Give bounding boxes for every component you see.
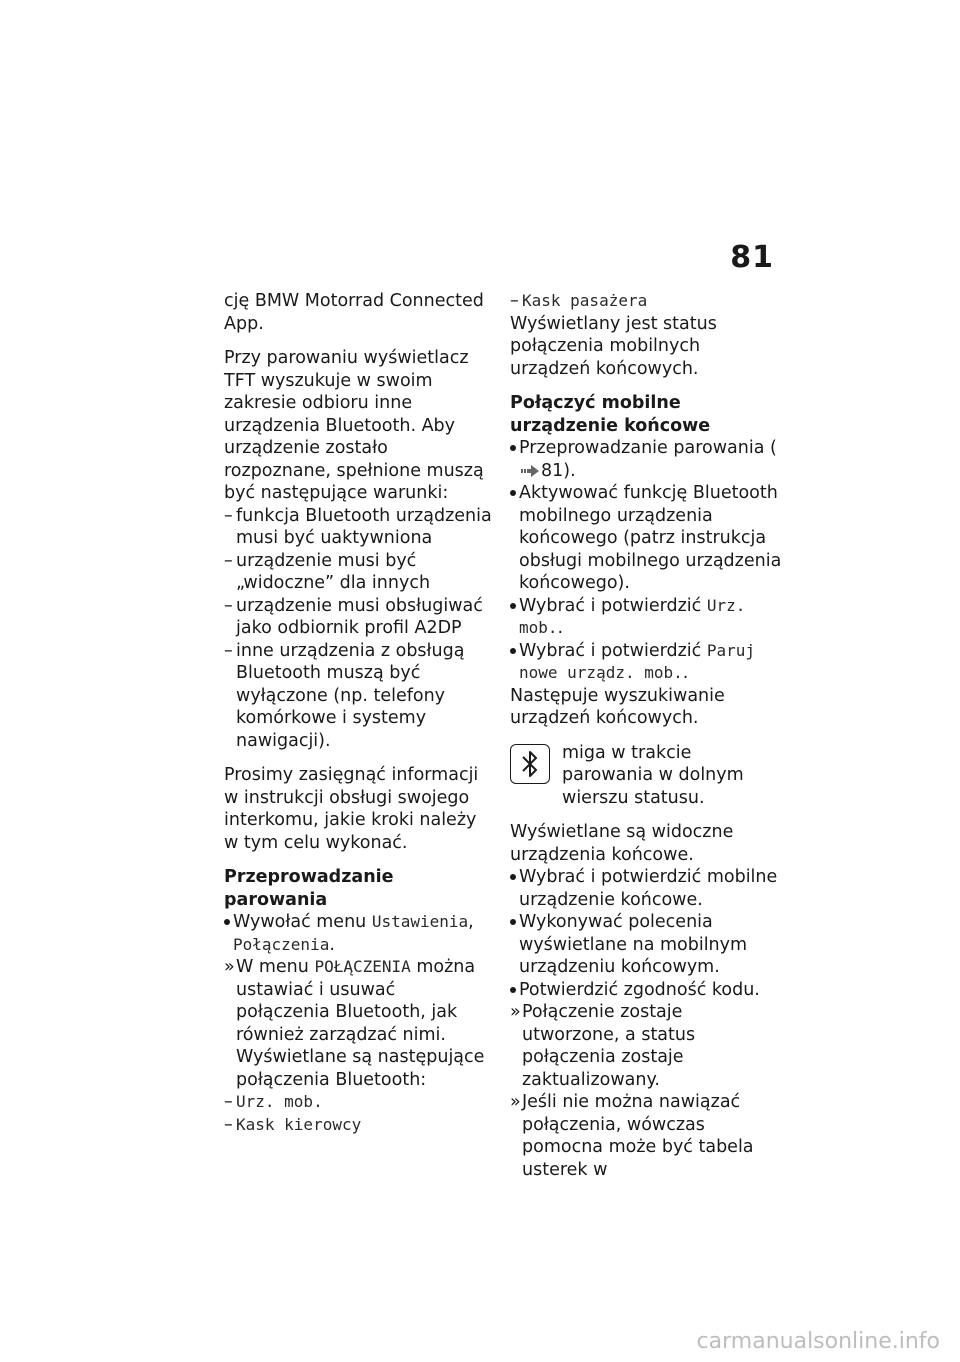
list-item: Wybrać i potwierdzić Paruj nowe urządz. mob.. [510,640,782,685]
dash-marker: – [224,640,233,661]
result-marker: » [510,1092,521,1112]
bullet-icon [510,874,516,880]
section-heading: Połączyć mobilne urządzenie końcowe [510,393,711,436]
bullet-icon [510,987,516,993]
paragraph: Prosimy zasięgnąć informacji w instrukcji obsługi swojego interkomu, jakie kroki należy w tym celu wykonać. [224,765,479,853]
bullet-icon [510,603,516,609]
result-marker: » [224,957,235,977]
page-number: 81 [730,240,774,275]
dash-marker: – [224,595,233,616]
menu-path: Ustawienia [371,912,469,931]
list-item: – Kask pasażera [510,290,782,313]
paragraph: cję BMW Motorrad Connected App. [224,291,484,334]
list-item: – Kask kierowcy [224,1114,492,1137]
section-heading: Przeprowadzanie parowania [224,867,394,910]
arrow-right-icon [521,465,539,477]
bullet-icon [510,490,516,496]
bullet-icon [510,445,516,451]
list-item: Wykonywać polecenia wyświetlane na mobilnym urządzeniu końcowym. [510,911,782,979]
list-item: Potwierdzić zgodność kodu. [510,979,782,1002]
list-item: – urządzenie musi obsługiwać jako odbiornik profil A2DP [224,595,483,638]
result-item: » Jeśli nie można nawiązać połączenia, wówczas pomocna może być tabela usterek w [510,1092,754,1180]
list-item: Wybrać i potwierdzić mobilne urządzenie końcowe. [510,866,782,911]
bluetooth-note: miga w trakcie parowania w dolnym wierszu statusu. [510,742,782,810]
list-item: – Urz. mob. [224,1091,492,1114]
list-item: Aktywować funkcję Bluetooth mobilnego urządzenia końcowego (patrz instrukcja obsługi mobilnego urządzenia końcowego). [510,482,782,595]
connection-name: Kask kierowcy [236,1114,362,1134]
menu-path: Połączenia [233,934,330,954]
watermark: carmanualsonline.info [696,1329,940,1354]
result-marker: » [510,1002,521,1022]
bluetooth-icon [510,744,550,784]
page-reference[interactable]: 81 [541,460,564,481]
connection-name: Kask pasażera [522,291,648,310]
dash-marker: – [224,505,233,526]
conditions-list [224,505,492,753]
list-item: Wywołać menu Ustawienia, Połączenia. [224,911,492,956]
list-item: – funkcja Bluetooth urządzenia musi być uaktywniona [224,505,492,548]
menu-item: Urz. mob. [519,595,746,637]
paragraph: Wyświetlany jest status połączenia mobilnych urządzeń końcowych. [510,313,717,379]
list-item: Wybrać i potwierdzić Urz. mob.. [510,595,782,640]
list-item: Przeprowadzanie parowania (81). [510,437,782,482]
connection-name: Urz. mob. [236,1092,323,1111]
dash-marker: – [224,550,233,571]
menu-name: POŁĄCZENIA [314,957,411,976]
bullet-icon [510,648,516,654]
paragraph: Następuje wyszukiwanie urządzeń końcowych. [510,685,725,728]
bullet-icon [224,919,230,925]
menu-item: Paruj nowe urządz. mob. [519,640,756,682]
paragraph: Wyświetlane są widoczne urządzenia końcowe. [510,822,734,865]
list-item: – inne urządzenia z obsługą Bluetooth muszą być wyłączone (np. telefony komórkowe i systemy nawigacji). [224,640,465,751]
result-item: » Połączenie zostaje utworzone, a status połączenia zostaje zaktualizowany. [510,1002,696,1090]
bullet-icon [510,919,516,925]
result-item: » W menu POŁĄCZENIA można ustawiać i usuwać połączenia Bluetooth, jak również zarządzać nimi. Wyświetlane są następujące połączenia Bluetooth: [224,957,485,1090]
left-column [224,290,492,1136]
paragraph: Przy parowaniu wyświetlacz TFT wyszukuje w swoim zakresie odbioru inne urządzenia Bluetooth. Aby urządzenie zostało rozpoznane, spełnione muszą być następujące warunki: [224,348,484,503]
right-column [510,290,782,1181]
list-item: – urządzenie musi być „widoczne” dla innych [224,550,431,593]
